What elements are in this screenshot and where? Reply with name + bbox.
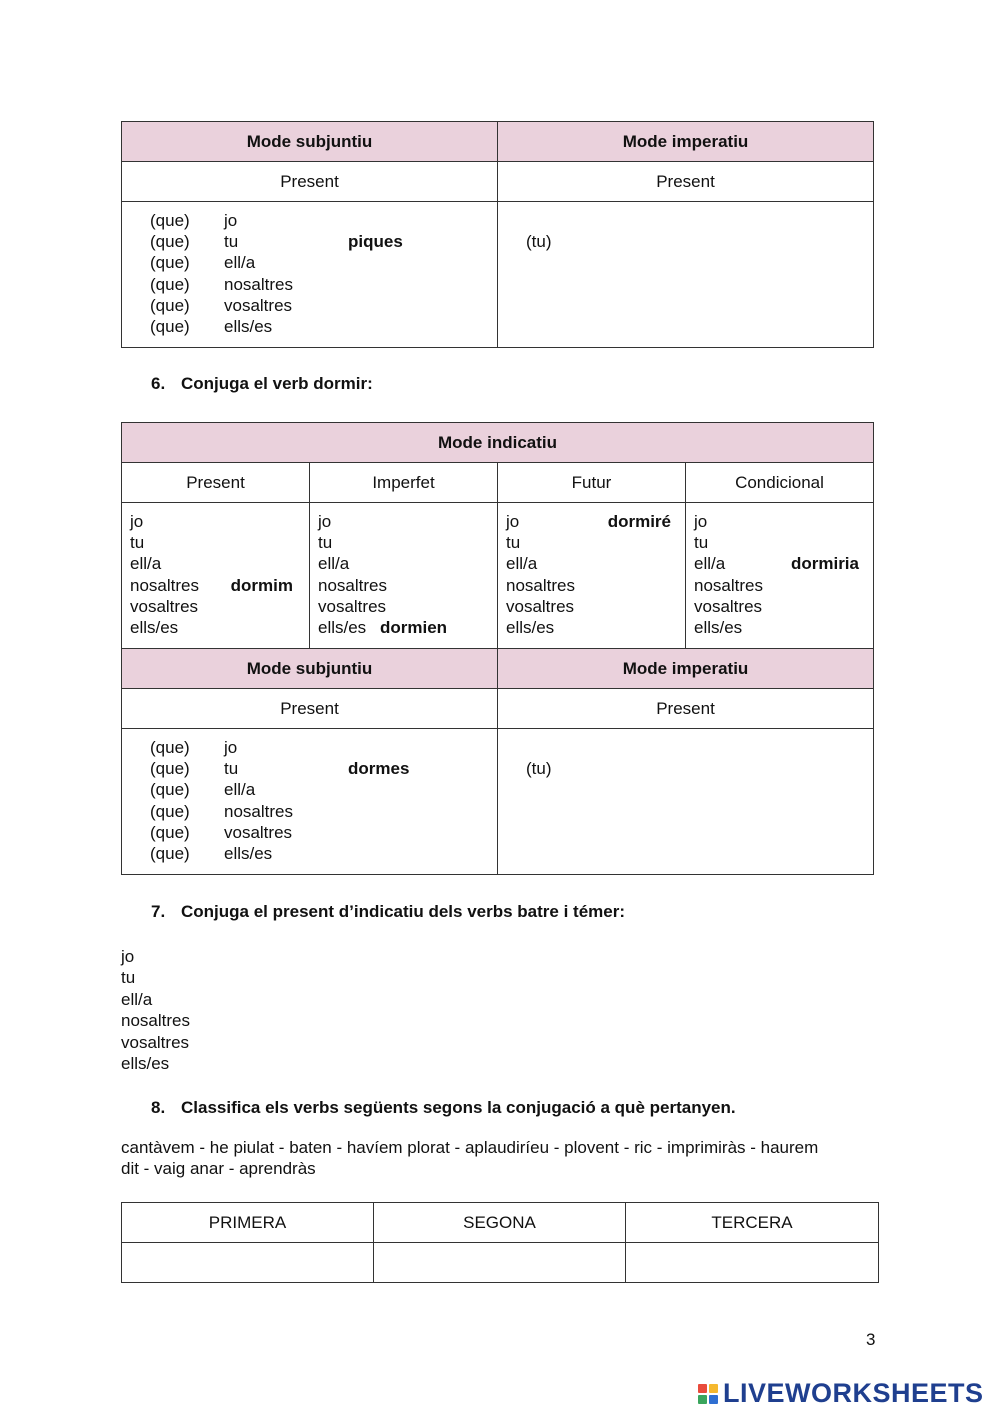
subjunctive-conjugation-cell <box>122 729 498 875</box>
subjunctive-tense: Present <box>122 162 498 202</box>
pronoun: ells/es <box>224 316 273 336</box>
pronoun: tu <box>506 533 521 553</box>
pronoun: vosaltres <box>694 596 763 616</box>
que-label: (que) <box>150 822 190 842</box>
pronoun: ells/es <box>694 617 743 637</box>
dormir-conjugation-table <box>121 422 874 875</box>
futur-given-form: dormiré <box>607 512 671 531</box>
pronoun: ell/a <box>318 554 350 574</box>
imperative-tense: Present <box>498 689 874 729</box>
pronoun: nosaltres <box>224 274 293 294</box>
que-label: (que) <box>150 780 190 800</box>
answer-cell-segona[interactable] <box>374 1243 626 1283</box>
tense-condicional: Condicional <box>686 463 874 503</box>
imperative-header: Mode imperatiu <box>498 649 874 689</box>
pronoun: ell/a <box>506 554 538 574</box>
question-text: Classifica els verbs següents segons la conjugació a què pertanyen. <box>181 1098 736 1117</box>
verb-list-line: cantàvem - he piulat - baten - havíem plorat - aplaudiríeu - plovent - ric - imprimiràs - haurem <box>121 1138 819 1157</box>
column-segona: SEGONA <box>374 1203 626 1243</box>
subjunctive-given-form: piques <box>348 232 403 252</box>
question-text: Conjuga el present d’indicatiu dels verbs batre i témer: <box>181 902 626 921</box>
pronoun: nosaltres <box>224 801 293 821</box>
question-6 <box>151 374 373 394</box>
que-label: (que) <box>150 759 190 779</box>
pronoun: vosaltres <box>224 295 293 315</box>
condicional-given-form: dormiria <box>790 554 859 574</box>
pronoun: nosaltres <box>318 575 387 595</box>
que-label: (que) <box>150 253 190 273</box>
subjunctive-conjugation-cell <box>122 202 498 348</box>
pronoun: tu <box>224 759 239 779</box>
pronoun: ell/a <box>224 780 256 800</box>
pronoun: nosaltres <box>506 575 575 595</box>
que-label: (que) <box>150 801 190 821</box>
pronoun: tu <box>694 533 709 553</box>
tense-imperfet: Imperfet <box>310 463 498 503</box>
pronoun: vosaltres <box>318 596 387 616</box>
imperfet-given-form: dormien <box>380 617 448 637</box>
que-label: (que) <box>150 211 190 230</box>
pronoun: vosaltres <box>130 596 199 616</box>
subjunctive-header: Mode subjuntiu <box>122 649 498 689</box>
pronoun: jo <box>224 211 238 230</box>
imperative-pronoun: (tu) <box>526 759 552 779</box>
pronoun: ells/es <box>130 617 179 637</box>
pronoun: vosaltres <box>506 596 575 616</box>
q7-pronoun-list <box>121 946 190 1074</box>
verb-list-line: dit - vaig anar - aprendràs <box>121 1159 316 1179</box>
imperative-pronoun: (tu) <box>526 232 552 252</box>
question-7 <box>151 902 625 922</box>
pronoun: jo <box>318 512 332 531</box>
pronoun: jo <box>694 512 708 531</box>
answer-cell-primera[interactable] <box>122 1243 374 1283</box>
pronoun: nosaltres <box>130 575 199 595</box>
imperative-conjugation-cell <box>498 729 874 875</box>
logo-text: LIVEWORKSHEETS <box>723 1378 984 1408</box>
pronoun: vosaltres <box>121 1032 190 1052</box>
imperfet-cell <box>310 503 498 649</box>
question-8 <box>151 1098 736 1118</box>
que-label: (que) <box>150 738 190 757</box>
subjunctive-tense: Present <box>122 689 498 729</box>
question-number: 8. <box>151 1098 166 1117</box>
pronoun: nosaltres <box>694 575 763 595</box>
pronoun: ell/a <box>224 253 256 273</box>
verb-list <box>121 1137 891 1180</box>
imperative-tense: Present <box>498 162 874 202</box>
pronoun: tu <box>130 533 145 553</box>
pronoun: jo <box>506 512 520 531</box>
pronoun: tu <box>224 232 239 252</box>
que-label: (que) <box>150 316 190 336</box>
pronoun: jo <box>224 738 238 757</box>
subjunctive-imperative-table-1 <box>121 121 874 348</box>
pronoun: ell/a <box>694 554 726 574</box>
que-label: (que) <box>150 295 190 315</box>
question-number: 6. <box>151 374 166 393</box>
indicative-header: Mode indicatiu <box>122 423 874 463</box>
pronoun: tu <box>318 533 333 553</box>
pronoun: nosaltres <box>121 1011 190 1031</box>
pronoun: tu <box>121 968 136 988</box>
subjunctive-given-form: dormes <box>348 759 410 779</box>
pronoun: ell/a <box>121 989 153 1009</box>
pronoun: jo <box>121 947 135 966</box>
logo-blocks-icon <box>698 1384 718 1404</box>
tense-present: Present <box>122 463 310 503</box>
pronoun: ells/es <box>121 1053 170 1073</box>
answer-cell-tercera[interactable] <box>626 1243 879 1283</box>
column-primera: PRIMERA <box>122 1203 374 1243</box>
que-label: (que) <box>150 843 190 863</box>
que-label: (que) <box>150 232 190 252</box>
column-tercera: TERCERA <box>626 1203 879 1243</box>
pronoun: ells/es <box>506 617 555 637</box>
pronoun: ells/es <box>318 617 367 637</box>
page-number: 3 <box>866 1330 876 1349</box>
pronoun: ell/a <box>130 554 162 574</box>
que-label: (que) <box>150 274 190 294</box>
liveworksheets-logo[interactable] <box>698 1378 984 1409</box>
present-given-form: dormim <box>230 575 293 595</box>
imperative-conjugation-cell <box>498 202 874 348</box>
question-text: Conjuga el verb dormir: <box>181 374 373 393</box>
subjunctive-header: Mode subjuntiu <box>122 122 498 162</box>
futur-cell <box>498 503 686 649</box>
classification-table <box>121 1202 879 1283</box>
condicional-cell <box>686 503 874 649</box>
imperative-header: Mode imperatiu <box>498 122 874 162</box>
pronoun: vosaltres <box>224 822 293 842</box>
tense-futur: Futur <box>498 463 686 503</box>
present-cell <box>122 503 310 649</box>
question-number: 7. <box>151 902 166 921</box>
pronoun: jo <box>130 512 144 531</box>
pronoun: ells/es <box>224 843 273 863</box>
